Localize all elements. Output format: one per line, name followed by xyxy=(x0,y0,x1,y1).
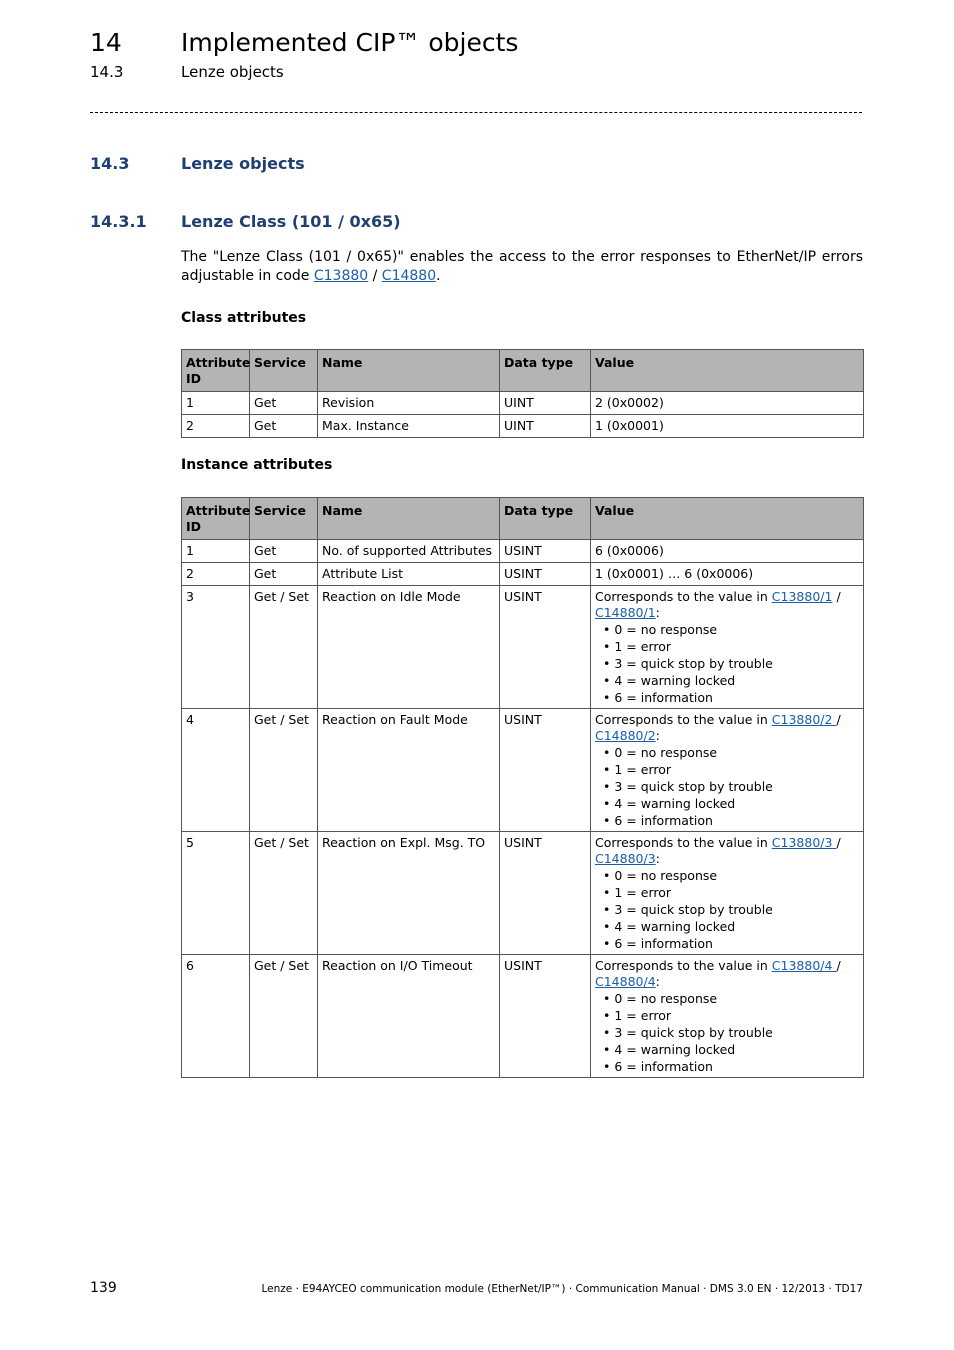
header-service: Service xyxy=(250,498,318,540)
table-row xyxy=(182,563,864,586)
value-separator: / xyxy=(836,712,841,727)
cell-attribute-id: 2 xyxy=(182,563,250,586)
list-item: • 1 = error xyxy=(603,1007,859,1024)
running-section-title: Lenze objects xyxy=(181,63,284,81)
cell-value: 2 (0x0002) xyxy=(591,392,864,415)
intro-paragraph xyxy=(181,248,863,286)
cell-attribute-id: 1 xyxy=(182,540,250,563)
table-header-row xyxy=(182,350,864,392)
cell-attribute-id: 6 xyxy=(182,955,250,1078)
header-attribute-id: Attribute ID xyxy=(182,498,250,540)
value-prefix: Corresponds to the value in xyxy=(595,589,772,604)
link-c13880-2[interactable]: C13880/2 xyxy=(771,712,837,727)
link-c13880-3[interactable]: C13880/3 xyxy=(771,835,837,850)
value-separator: / xyxy=(836,958,841,973)
link-c14880-2[interactable]: C14880/2 xyxy=(595,728,656,743)
list-item: • 1 = error xyxy=(603,638,859,655)
cell-attribute-id: 2 xyxy=(182,415,250,438)
footer-text: Lenze · E94AYCEO communication module (EtherNet/IP™) · Communication Manual · DMS 3.0 EN · 12/2013 · TD17 xyxy=(261,1283,863,1295)
table-row xyxy=(182,586,864,709)
list-item: • 6 = information xyxy=(603,689,859,706)
cell-attribute-id: 5 xyxy=(182,832,250,955)
page-number: 139 xyxy=(90,1280,117,1296)
header-data-type: Data type xyxy=(500,498,591,540)
instance-attributes-table xyxy=(181,497,864,1078)
link-c13880[interactable]: C13880 xyxy=(313,268,369,284)
table-row xyxy=(182,709,864,832)
header-value: Value xyxy=(591,498,864,540)
header-name: Name xyxy=(318,350,500,392)
options-list xyxy=(595,744,859,829)
list-item: • 4 = warning locked xyxy=(603,918,859,935)
cell-name: Max. Instance xyxy=(318,415,500,438)
options-list xyxy=(595,621,859,706)
intro-text: The "Lenze Class (101 / 0x65)" enables the access to the error responses to EtherNet/IP errors adjustable in code xyxy=(181,249,863,284)
list-item: • 0 = no response xyxy=(603,990,859,1007)
cell-data-type: USINT xyxy=(500,540,591,563)
table-row xyxy=(182,955,864,1078)
subsection-number: 14.3.1 xyxy=(90,212,147,231)
value-suffix: : xyxy=(655,728,660,743)
cell-data-type: USINT xyxy=(500,586,591,709)
table-row xyxy=(182,540,864,563)
table-row xyxy=(182,415,864,438)
cell-service: Get xyxy=(250,392,318,415)
list-item: • 0 = no response xyxy=(603,621,859,638)
cell-name: Revision xyxy=(318,392,500,415)
value-prefix: Corresponds to the value in xyxy=(595,712,772,727)
table-row xyxy=(182,392,864,415)
list-item: • 4 = warning locked xyxy=(603,795,859,812)
cell-value: 1 (0x0001) … 6 (0x0006) xyxy=(591,563,864,586)
header-service: Service xyxy=(250,350,318,392)
list-item: • 0 = no response xyxy=(603,744,859,761)
cell-value xyxy=(591,955,864,1078)
cell-value: 6 (0x0006) xyxy=(591,540,864,563)
cell-service: Get / Set xyxy=(250,709,318,832)
table-row xyxy=(182,832,864,955)
cell-service: Get xyxy=(250,415,318,438)
cell-name: Attribute List xyxy=(318,563,500,586)
value-prefix: Corresponds to the value in xyxy=(595,835,772,850)
section-title: Lenze objects xyxy=(181,154,305,173)
cell-attribute-id: 3 xyxy=(182,586,250,709)
list-item: • 1 = error xyxy=(603,884,859,901)
cell-data-type: UINT xyxy=(500,392,591,415)
header-value: Value xyxy=(591,350,864,392)
list-item: • 6 = information xyxy=(603,935,859,952)
value-prefix: Corresponds to the value in xyxy=(595,958,772,973)
list-item: • 3 = quick stop by trouble xyxy=(603,1024,859,1041)
header-divider xyxy=(90,112,862,113)
list-item: • 4 = warning locked xyxy=(603,1041,859,1058)
section-number: 14.3 xyxy=(90,154,130,173)
cell-data-type: USINT xyxy=(500,955,591,1078)
cell-data-type: USINT xyxy=(500,563,591,586)
header-data-type: Data type xyxy=(500,350,591,392)
cell-data-type: USINT xyxy=(500,709,591,832)
cell-value xyxy=(591,832,864,955)
intro-end: . xyxy=(436,268,441,284)
cell-value xyxy=(591,586,864,709)
subsection-title: Lenze Class (101 / 0x65) xyxy=(181,212,401,231)
intro-separator: / xyxy=(368,268,382,284)
list-item: • 0 = no response xyxy=(603,867,859,884)
chapter-number: 14 xyxy=(90,28,122,57)
chapter-title: Implemented CIP™ objects xyxy=(181,28,519,57)
value-suffix: : xyxy=(655,974,660,989)
list-item: • 3 = quick stop by trouble xyxy=(603,655,859,672)
table-header-row xyxy=(182,498,864,540)
class-attributes-table xyxy=(181,349,864,438)
link-c13880-4[interactable]: C13880/4 xyxy=(771,958,837,973)
cell-service: Get / Set xyxy=(250,832,318,955)
value-separator: / xyxy=(832,589,841,604)
cell-name: No. of supported Attributes xyxy=(318,540,500,563)
cell-value xyxy=(591,709,864,832)
link-c14880-1[interactable]: C14880/1 xyxy=(595,605,656,620)
cell-service: Get xyxy=(250,540,318,563)
cell-service: Get / Set xyxy=(250,955,318,1078)
header-attribute-id: Attribute ID xyxy=(182,350,250,392)
link-c14880-4[interactable]: C14880/4 xyxy=(595,974,656,989)
value-suffix: : xyxy=(655,605,660,620)
list-item: • 6 = information xyxy=(603,812,859,829)
options-list xyxy=(595,990,859,1075)
class-attributes-label: Class attributes xyxy=(181,310,307,326)
list-item: • 6 = information xyxy=(603,1058,859,1075)
list-item: • 1 = error xyxy=(603,761,859,778)
running-section-number: 14.3 xyxy=(90,63,124,81)
list-item: • 3 = quick stop by trouble xyxy=(603,901,859,918)
cell-service: Get / Set xyxy=(250,586,318,709)
link-c14880-3[interactable]: C14880/3 xyxy=(595,851,656,866)
cell-name: Reaction on Idle Mode xyxy=(318,586,500,709)
cell-attribute-id: 4 xyxy=(182,709,250,832)
cell-data-type: UINT xyxy=(500,415,591,438)
link-c13880-1[interactable]: C13880/1 xyxy=(771,589,833,604)
cell-data-type: USINT xyxy=(500,832,591,955)
value-suffix: : xyxy=(655,851,660,866)
options-list xyxy=(595,867,859,952)
list-item: • 4 = warning locked xyxy=(603,672,859,689)
cell-name: Reaction on Fault Mode xyxy=(318,709,500,832)
cell-name: Reaction on Expl. Msg. TO xyxy=(318,832,500,955)
link-c14880[interactable]: C14880 xyxy=(381,268,437,284)
list-item: • 3 = quick stop by trouble xyxy=(603,778,859,795)
header-name: Name xyxy=(318,498,500,540)
cell-value: 1 (0x0001) xyxy=(591,415,864,438)
instance-attributes-label: Instance attributes xyxy=(181,457,333,473)
value-separator: / xyxy=(836,835,841,850)
cell-name: Reaction on I/O Timeout xyxy=(318,955,500,1078)
cell-attribute-id: 1 xyxy=(182,392,250,415)
cell-service: Get xyxy=(250,563,318,586)
